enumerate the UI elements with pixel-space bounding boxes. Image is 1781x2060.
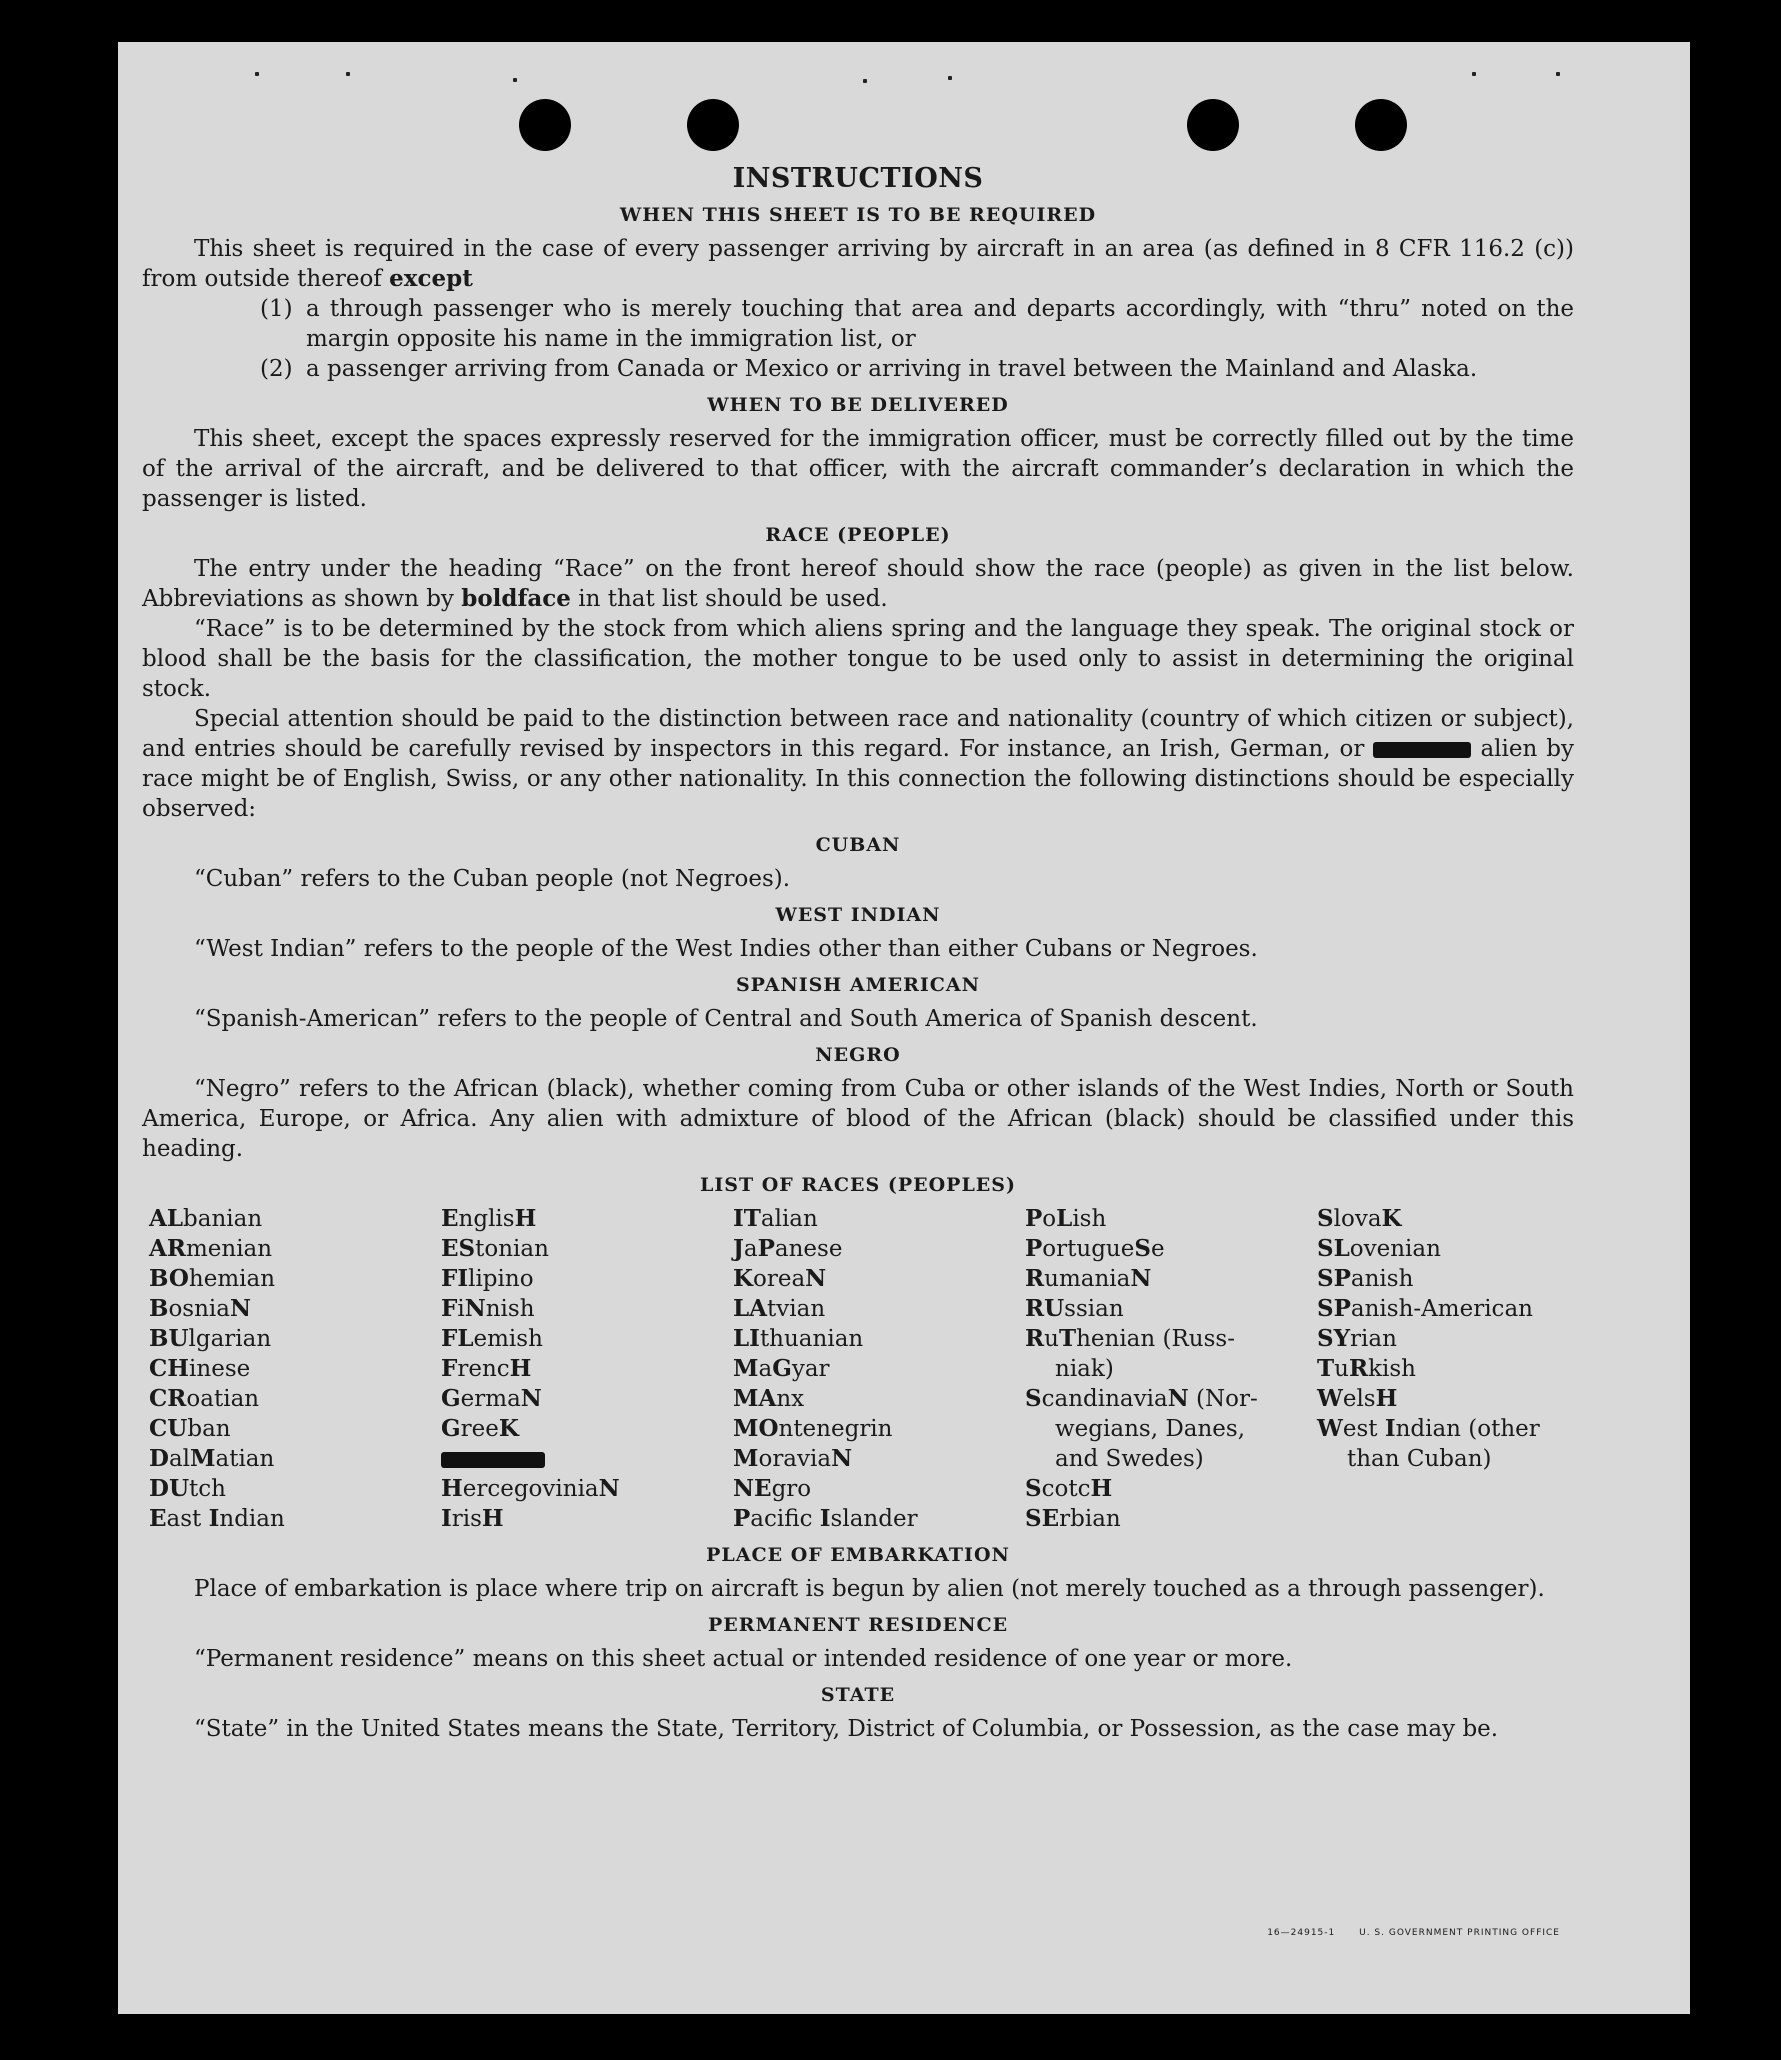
speck: [1556, 72, 1560, 76]
heading-delivered: WHEN TO BE DELIVERED: [707, 394, 1009, 416]
race-entry: FrencH: [441, 1355, 532, 1382]
exception-item-1: (1) a through passenger who is merely touching that area and departs accordingly, with “thru” noted on the margin opposite his name in the immigration list, or: [260, 296, 1574, 352]
race-entry: ScandinaviaN (Nor-: [1025, 1385, 1258, 1412]
race-entry: FiNnish: [441, 1295, 535, 1322]
race-entry: JaPanese: [733, 1235, 843, 1262]
race-paragraph-1: The entry under the heading “Race” on the front hereof should show the race (people) as given in the list below. Abbreviations as shown by boldface in that list should be used.: [142, 556, 1574, 612]
heading-cuban: CUBAN: [815, 834, 901, 856]
race-entry: DalMatian: [149, 1445, 275, 1472]
delivered-paragraph: This sheet, except the spaces expressly reserved for the immigration officer, must be correctly filled out by the time of the arrival of the aircraft, and be delivered to that officer, with the aircraft commander’s declaration in which the passenger is listed.: [142, 426, 1574, 512]
race-entry: SlovaK: [1317, 1205, 1402, 1232]
form-footer: [1247, 1928, 1560, 1938]
required-paragraph: This sheet is required in the case of every passenger arriving by aircraft in an area (as defined in 8 CFR 116.2 (c)) from outside thereof except: [142, 236, 1574, 292]
race-entry: BOhemian: [149, 1265, 276, 1292]
punch-hole-4: [1355, 99, 1407, 151]
race-entry: PortugueSe: [1025, 1235, 1165, 1262]
race-entry: East Indian: [149, 1505, 285, 1532]
race-entry: CUban: [149, 1415, 231, 1442]
race-entry: RumaniaN: [1025, 1265, 1152, 1292]
speck: [1472, 72, 1476, 76]
speck: [513, 78, 517, 82]
page-title: INSTRUCTIONS: [732, 163, 984, 194]
redaction-mark: [441, 1452, 545, 1468]
race-entry: MoraviaN: [733, 1445, 853, 1472]
heading-required: WHEN THIS SHEET IS TO BE REQUIRED: [619, 204, 1097, 226]
heading-spanish-american: SPANISH AMERICAN: [735, 974, 981, 996]
races-list: [149, 1204, 1574, 1534]
document-sheet: [118, 42, 1690, 2014]
race-entry: BosniaN: [149, 1295, 252, 1322]
race-entry: SLovenian: [1317, 1235, 1441, 1262]
race-entry: EnglisH: [441, 1205, 537, 1232]
race-entry: West Indian (other: [1317, 1415, 1540, 1442]
spanish-american-paragraph: “Spanish-American” refers to the people of Central and South America of Spanish descent.: [194, 1006, 1258, 1032]
heading-embarkation: PLACE OF EMBARKATION: [706, 1544, 1010, 1566]
race-entry: KoreaN: [733, 1265, 827, 1292]
race-entry: HercegoviniaN: [441, 1475, 620, 1502]
heading-permanent-residence: PERMANENT RESIDENCE: [707, 1614, 1009, 1636]
race-entry: RUssian: [1025, 1295, 1124, 1322]
race-paragraph-3: Special attention should be paid to the distinction between race and nationality (country of which citizen or subject), and entries should be carefully revised by inspectors in this regard. For instance, an Irish, German, or alien by race might be of English, Swiss, or any other nationality. In this connection the following distinctions should be especially observed:: [142, 706, 1575, 822]
race-entry-continuation: niak): [1055, 1356, 1114, 1382]
races-column-5: [1317, 1204, 1609, 1534]
race-entry: ARmenian: [149, 1235, 273, 1262]
race-entry: [441, 1444, 733, 1474]
race-entry: MaGyar: [733, 1355, 830, 1382]
race-entry: Pacific Islander: [733, 1505, 918, 1532]
punch-hole-1: [519, 99, 571, 151]
heading-list-of-races: LIST OF RACES (PEOPLES): [700, 1174, 1016, 1196]
west-indian-paragraph: “West Indian” refers to the people of the West Indies other than either Cubans or Negroes.: [194, 936, 1258, 962]
race-entry: CHinese: [149, 1355, 251, 1382]
race-entry: DUtch: [149, 1475, 226, 1502]
race-entry: ALbanian: [149, 1205, 263, 1232]
heading-race: RACE (PEOPLE): [765, 524, 951, 546]
race-entry: IrisH: [441, 1505, 504, 1532]
negro-paragraph: “Negro” refers to the African (black), whether coming from Cuba or other islands of the West Indies, North or South America, Europe, or Africa. Any alien with admixture of blood of the African (black) should be classified under this heading.: [142, 1076, 1574, 1162]
race-entry: CRoatian: [149, 1385, 260, 1412]
race-entry: SYrian: [1317, 1325, 1397, 1352]
race-entry: RuThenian (Russ-: [1025, 1325, 1235, 1352]
race-entry: TuRkish: [1317, 1355, 1416, 1382]
heading-state: STATE: [820, 1684, 896, 1706]
state-paragraph: “State” in the United States means the State, Territory, District of Columbia, or Possession, as the case may be.: [194, 1716, 1499, 1742]
residence-paragraph: “Permanent residence” means on this sheet actual or intended residence of one year or more.: [194, 1646, 1293, 1672]
race-entry: ITalian: [733, 1205, 818, 1232]
race-entry: FIlipino: [441, 1265, 534, 1292]
printer-imprint: U. S. GOVERNMENT PRINTING OFFICE: [1359, 1928, 1560, 1938]
speck: [255, 72, 259, 76]
races-column-1: [149, 1204, 441, 1534]
races-column-3: [733, 1204, 1025, 1534]
race-entry: ScotcH: [1025, 1475, 1113, 1502]
race-paragraph-2: “Race” is to be determined by the stock from which aliens spring and the language they speak. The original stock or blood shall be the basis for the classification, the mother tongue to be used only to assist in determining the original stock.: [142, 616, 1574, 702]
race-entry: LIthuanian: [733, 1325, 864, 1352]
instructions-content: [142, 164, 1574, 1744]
race-entry: GreeK: [441, 1415, 519, 1442]
race-entry: MAnx: [733, 1385, 805, 1412]
race-entry: MOntenegrin: [733, 1415, 893, 1442]
race-entry-continuation: and Swedes): [1055, 1446, 1204, 1472]
race-entry: LAtvian: [733, 1295, 826, 1322]
heading-west-indian: WEST INDIAN: [775, 904, 941, 926]
race-entry: SPanish-American: [1317, 1295, 1533, 1322]
speck: [863, 79, 867, 83]
race-entry-continuation: than Cuban): [1347, 1446, 1492, 1472]
race-entry: NEgro: [733, 1475, 812, 1502]
heading-negro: NEGRO: [815, 1044, 901, 1066]
race-entry: GermaN: [441, 1385, 542, 1412]
speck: [948, 76, 952, 80]
race-entry: EStonian: [441, 1235, 549, 1262]
race-entry-continuation: wegians, Danes,: [1055, 1416, 1246, 1442]
redaction-mark: [1373, 742, 1471, 758]
form-number: 16—24915-1: [1267, 1928, 1336, 1938]
punch-hole-2: [687, 99, 739, 151]
race-entry: PoLish: [1025, 1205, 1107, 1232]
race-entry: WelsH: [1317, 1385, 1398, 1412]
speck: [346, 72, 350, 76]
race-entry: SErbian: [1025, 1505, 1121, 1532]
embarkation-paragraph: Place of embarkation is place where trip on aircraft is begun by alien (not merely touched as a through passenger).: [194, 1576, 1545, 1602]
races-column-4: [1025, 1204, 1317, 1534]
punch-hole-3: [1187, 99, 1239, 151]
races-column-2: [441, 1204, 733, 1534]
cuban-paragraph: “Cuban” refers to the Cuban people (not Negroes).: [194, 866, 791, 892]
race-entry: SPanish: [1317, 1265, 1414, 1292]
race-entry: BUlgarian: [149, 1325, 272, 1352]
race-entry: FLemish: [441, 1325, 543, 1352]
exception-item-2: (2) a passenger arriving from Canada or Mexico or arriving in travel between the Mainland and Alaska.: [260, 356, 1478, 382]
